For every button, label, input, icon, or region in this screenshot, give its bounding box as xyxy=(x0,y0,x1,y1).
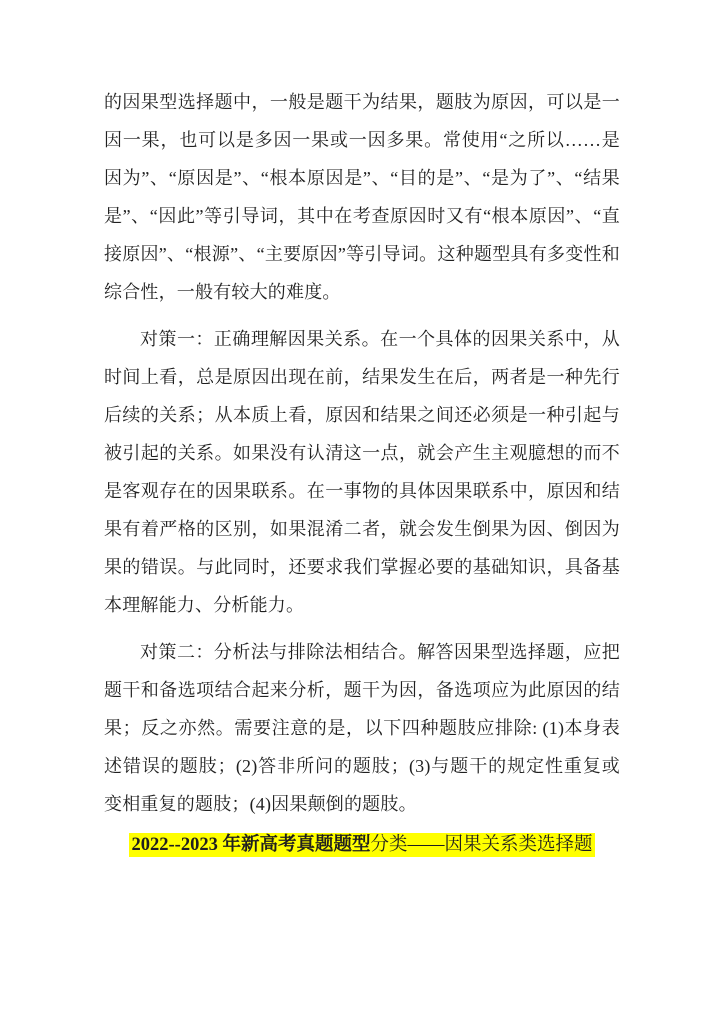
paragraph-strategy-two: 对策二：分析法与排除法相结合。解答因果型选择题，应把题干和备选项结合起来分析，题干为因，备选项应为此原因的结果；反之亦然。需要注意的是，以下四种题肢应排除: (1)本身表述错误的题肢；(2)答非所问的题肢；(3)与题干的规定性重复或变相重复的题肢；(4)因果颠倒的题肢。 xyxy=(104,642,620,814)
section-heading xyxy=(104,832,620,858)
heading-bold-text: 2022--2023 年新高考真题题型 xyxy=(131,835,371,855)
paragraph-strategy-one: 对策一：正确理解因果关系。在一个具体的因果关系中，从时间上看，总是原因出现在前，结果发生在后，两者是一种先行后续的关系；从本质上看，原因和结果之间还必须是一种引起与被引起的关系。如果没有认清这一点，就会产生主观臆想的而不是客观存在的因果联系。在一事物的具体因果联系中，原因和结果有着严格的区别，如果混淆二者，就会发生倒果为因、倒因为果的错误。与此同时，还要求我们掌握必要的基础知识，具备基本理解能力、分析能力。 xyxy=(104,329,620,615)
highlighted-heading xyxy=(129,833,596,857)
paragraph-intro-causal-question-type: 的因果型选择题中，一般是题干为结果，题肢为原因，可以是一因一果，也可以是多因一果或一因多果。常使用“之所以……是因为”、“原因是”、“根本原因是”、“目的是”、“是为了”、“结果是”、“因此”等引导词，其中在考查原因时又有“根本原因”、“直接原因”、“根源”、“主要原因”等引导词。这种题型具有多变性和综合性，一般有较大的难度。 xyxy=(104,92,620,302)
heading-regular-text: 分类——因果关系类选择题 xyxy=(370,835,593,855)
